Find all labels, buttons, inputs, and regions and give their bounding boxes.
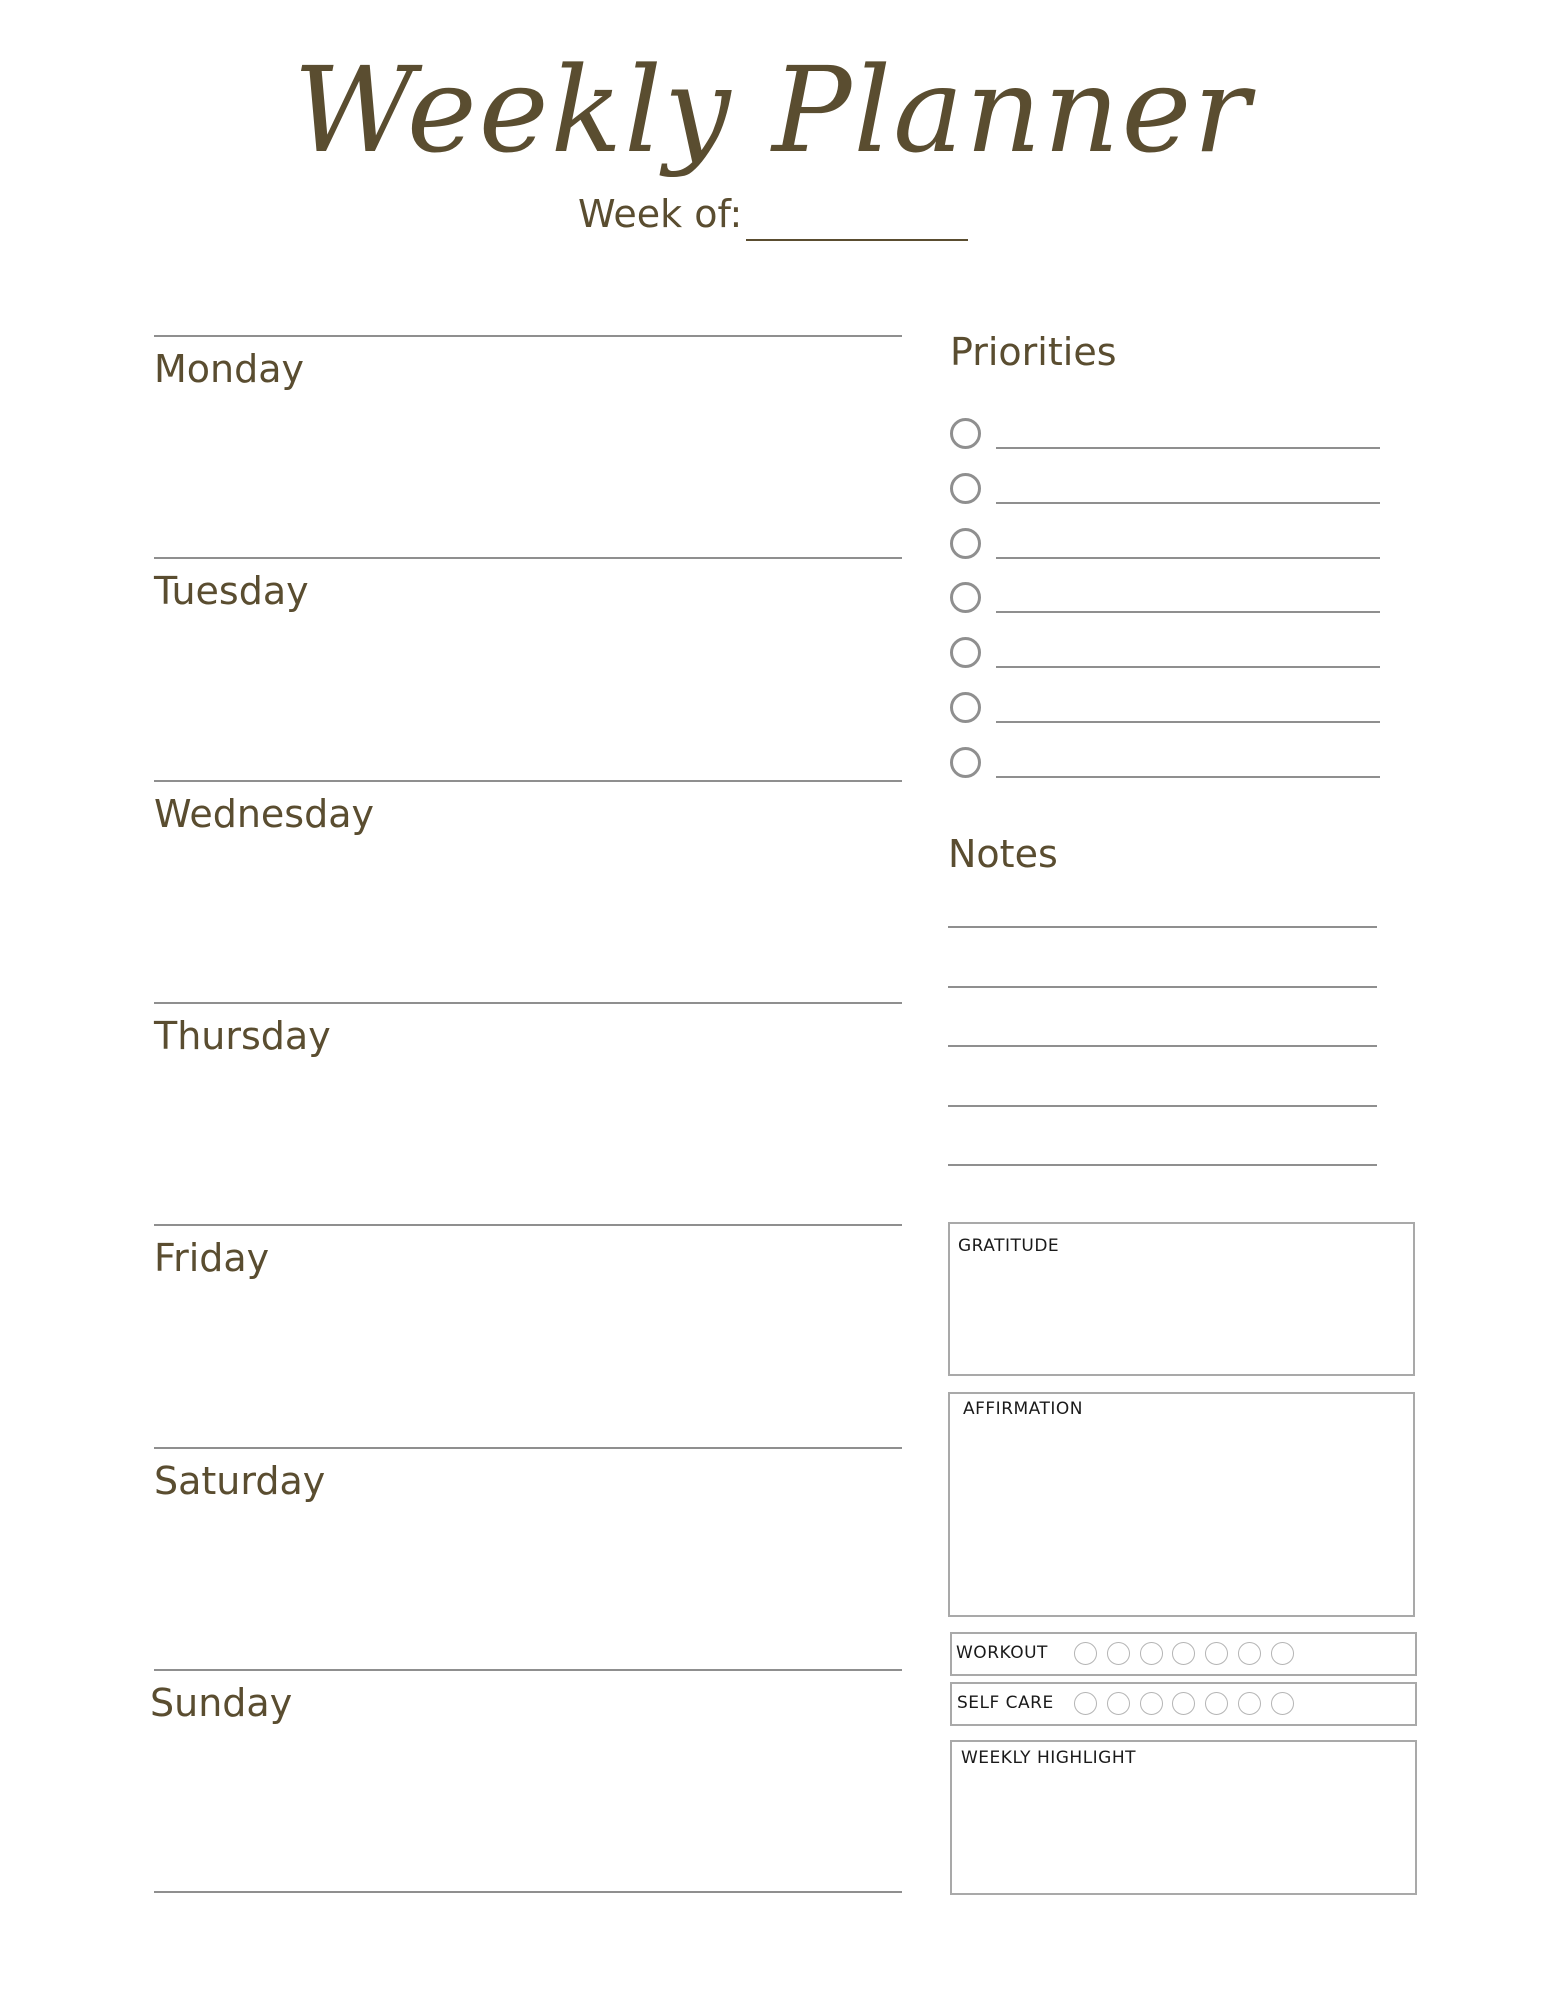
workout-day-circle[interactable] xyxy=(1107,1642,1130,1665)
day-entry-area[interactable] xyxy=(154,621,902,773)
day-label-tuesday: Tuesday xyxy=(154,569,309,613)
affirmation-label: AFFIRMATION xyxy=(963,1399,1083,1419)
self-care-day-circle[interactable] xyxy=(1140,1692,1163,1715)
self-care-day-circle[interactable] xyxy=(1238,1692,1261,1715)
gratitude-label: GRATITUDE xyxy=(958,1236,1060,1256)
day-separator-line xyxy=(154,1002,902,1004)
self-care-day-circle[interactable] xyxy=(1074,1692,1097,1715)
day-entry-area[interactable] xyxy=(154,1733,902,1885)
day-separator-line xyxy=(154,1669,902,1671)
self-care-label: SELF CARE xyxy=(957,1693,1054,1713)
self-care-day-circle[interactable] xyxy=(1271,1692,1294,1715)
day-label-wednesday: Wednesday xyxy=(154,792,375,836)
priority-line[interactable] xyxy=(996,666,1380,668)
workout-day-circle[interactable] xyxy=(1074,1642,1097,1665)
workout-day-circle[interactable] xyxy=(1271,1642,1294,1665)
day-entry-area[interactable] xyxy=(154,1066,902,1218)
priority-checkbox[interactable] xyxy=(950,637,981,668)
gratitude-box[interactable] xyxy=(948,1222,1415,1376)
weekly-highlight-label: WEEKLY HIGHLIGHT xyxy=(961,1748,1137,1768)
notes-line[interactable] xyxy=(948,1164,1377,1166)
weekly-highlight-box[interactable] xyxy=(950,1740,1417,1895)
day-label-thursday: Thursday xyxy=(154,1014,331,1058)
day-entry-area[interactable] xyxy=(154,844,902,996)
day-separator-line xyxy=(154,1891,902,1893)
notes-line[interactable] xyxy=(948,1105,1377,1107)
day-separator-line xyxy=(154,335,902,337)
day-entry-area[interactable] xyxy=(154,1511,902,1663)
workout-day-circle[interactable] xyxy=(1172,1642,1195,1665)
affirmation-box[interactable] xyxy=(948,1392,1415,1617)
priority-checkbox[interactable] xyxy=(950,528,981,559)
day-separator-line xyxy=(154,780,902,782)
day-separator-line xyxy=(154,557,902,559)
priority-line[interactable] xyxy=(996,611,1380,613)
notes-heading: Notes xyxy=(948,832,1058,876)
day-separator-line xyxy=(154,1224,902,1226)
priority-checkbox[interactable] xyxy=(950,747,981,778)
priority-line[interactable] xyxy=(996,721,1380,723)
self-care-day-circle[interactable] xyxy=(1205,1692,1228,1715)
self-care-day-circle[interactable] xyxy=(1172,1692,1195,1715)
week-of-label: Week of: xyxy=(578,192,743,236)
workout-day-circle[interactable] xyxy=(1205,1642,1228,1665)
day-label-sunday: Sunday xyxy=(150,1681,293,1725)
day-label-friday: Friday xyxy=(154,1236,270,1280)
priority-checkbox[interactable] xyxy=(950,418,981,449)
priority-line[interactable] xyxy=(996,447,1380,449)
self-care-day-circle[interactable] xyxy=(1107,1692,1130,1715)
priority-checkbox[interactable] xyxy=(950,582,981,613)
priority-line[interactable] xyxy=(996,557,1380,559)
priority-line[interactable] xyxy=(996,502,1380,504)
notes-line[interactable] xyxy=(948,926,1377,928)
week-of-field[interactable] xyxy=(746,239,968,241)
priorities-heading: Priorities xyxy=(950,330,1117,374)
day-label-monday: Monday xyxy=(154,347,305,391)
priority-checkbox[interactable] xyxy=(950,692,981,723)
self-care-tracker xyxy=(950,1682,1417,1726)
workout-day-circle[interactable] xyxy=(1140,1642,1163,1665)
notes-line[interactable] xyxy=(948,1045,1377,1047)
day-separator-line xyxy=(154,1447,902,1449)
notes-line[interactable] xyxy=(948,986,1377,988)
day-label-saturday: Saturday xyxy=(154,1459,326,1503)
workout-tracker xyxy=(950,1632,1417,1676)
priority-checkbox[interactable] xyxy=(950,473,981,504)
day-entry-area[interactable] xyxy=(154,1288,902,1440)
priority-line[interactable] xyxy=(996,776,1380,778)
day-entry-area[interactable] xyxy=(154,399,902,551)
workout-day-circle[interactable] xyxy=(1238,1642,1261,1665)
planner-title: Weekly Planner xyxy=(293,41,1252,179)
workout-label: WORKOUT xyxy=(956,1643,1048,1663)
